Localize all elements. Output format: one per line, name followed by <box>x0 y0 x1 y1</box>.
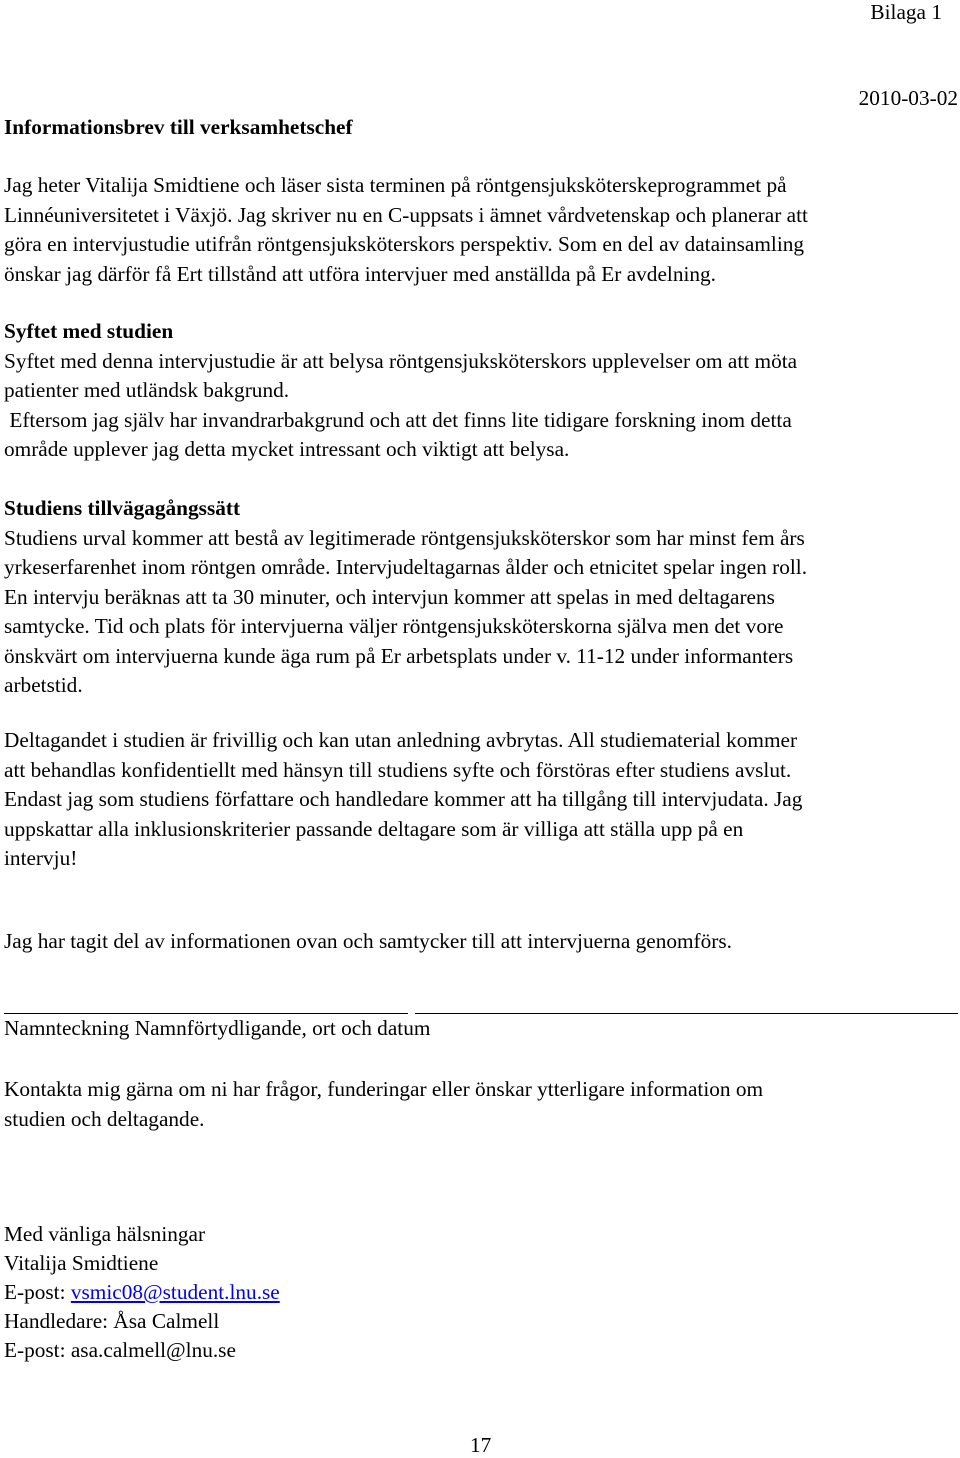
method-heading: Studiens tillvägagångssätt <box>4 496 241 520</box>
purpose-line: Syftet med denna intervjustudie är att belysa röntgensjuksköterskors upplevelser om att möta <box>4 348 798 373</box>
participation-line: att behandlas konfidentiellt med hänsyn till studiens syfte och förstöras efter studiens avslut. <box>4 757 792 782</box>
contact-line: studien och deltagande. <box>4 1106 205 1131</box>
participation-line: Endast jag som studiens författare och handledare kommer att ha tillgång till intervjudata. Jag <box>4 787 803 811</box>
document-date: 2010-03-02 <box>858 86 958 110</box>
consent-statement: Jag har tagit del av informationen ovan och samtycker till att intervjuerna genomförs. <box>4 929 733 953</box>
intro-paragraph <box>4 171 960 289</box>
intro-line: göra en intervjustudie utifrån röntgensjuksköterskors perspektiv. Som en del av datainsamling <box>4 232 805 256</box>
participation-line: uppskattar alla inklusionskriterier passande deltagare som är villiga att ställa upp på en <box>4 816 744 841</box>
closing-greeting: Med vänliga hälsningar <box>4 1222 206 1246</box>
method-line: En intervju beräknas att ta 30 minuter, och intervjun kommer att spelas in med deltagarens <box>4 584 775 609</box>
purpose-heading: Syftet med studien <box>4 319 174 343</box>
method-line: arbetstid. <box>4 673 83 697</box>
contact-paragraph <box>4 1075 960 1134</box>
intro-line: Jag heter Vitalija Smidtiene och läser sista terminen på röntgensjuksköterskeprogrammet på <box>4 173 787 197</box>
participation-line: intervju! <box>4 846 78 870</box>
sender-name: Vitalija Smidtiene <box>4 1251 159 1275</box>
signature-label: Namnteckning Namnförtydligande, ort och datum <box>4 1016 431 1040</box>
document-title: Informationsbrev till verksamhetschef <box>4 115 353 139</box>
page-number: 17 <box>470 1433 492 1457</box>
participation-line: Deltagandet i studien är frivillig och kan utan anledning avbrytas. All studiematerial kommer <box>4 728 798 752</box>
purpose-section <box>4 317 960 465</box>
supervisor-name: Handledare: Åsa Calmell <box>4 1309 220 1333</box>
closing-block <box>4 1220 960 1365</box>
intro-line: önskar jag därför få Ert tillstånd att utföra intervjuer med anställda på Er avdelning. <box>4 261 717 286</box>
purpose-line: patienter med utländsk bakgrund. <box>4 378 290 402</box>
method-line: Studiens urval kommer att bestå av legitimerade röntgensjuksköterskor som har minst fem års <box>4 525 805 550</box>
participation-paragraph <box>4 726 960 874</box>
method-line: yrkeserfarenhet inom röntgen område. Intervjudeltagarnas ålder och etnicitet spelar ingen roll. <box>4 555 808 579</box>
method-section <box>4 494 960 701</box>
purpose-line: område upplever jag detta mycket intressant och viktigt att belysa. <box>4 437 570 461</box>
appendix-label: Bilaga 1 <box>870 0 942 24</box>
sender-email-label: E-post: <box>4 1280 71 1304</box>
supervisor-email: E-post: asa.calmell@lnu.se <box>4 1338 236 1362</box>
signature-line[interactable] <box>4 1013 408 1014</box>
method-line: samtycke. Tid och plats för intervjuerna väljer röntgensjuksköterskorna själva men det vore <box>4 614 784 638</box>
contact-line: Kontakta mig gärna om ni har frågor, funderingar eller önskar ytterligare information om <box>4 1077 764 1101</box>
method-line: önskvärt om intervjuerna kunde äga rum på Er arbetsplats under v. 11-12 under informanters <box>4 643 794 668</box>
name-clarification-line[interactable] <box>415 1013 958 1014</box>
intro-line: Linnéuniversitetet i Växjö. Jag skriver nu en C-uppsats i ämnet vårdvetenskap och planerar att <box>4 202 808 227</box>
sender-email-row <box>4 1278 960 1307</box>
purpose-line: Eftersom jag själv har invandrarbakgrund och att det finns lite tidigare forskning inom detta <box>4 407 792 432</box>
sender-email-link[interactable]: vsmic08@student.lnu.se <box>70 1280 280 1304</box>
